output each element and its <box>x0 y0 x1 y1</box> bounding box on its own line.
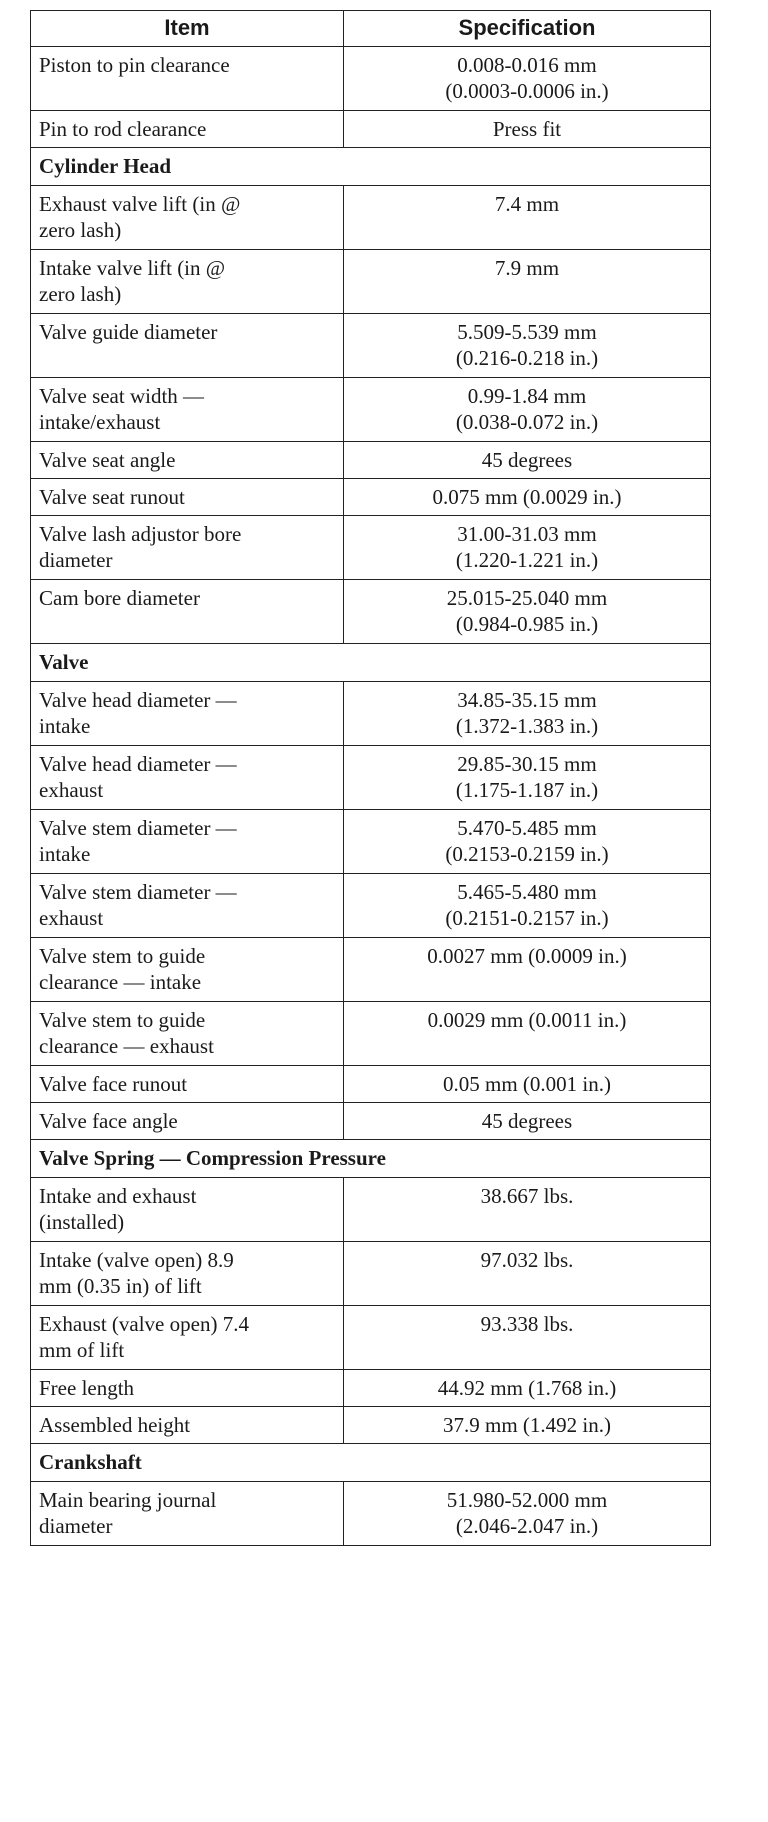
specification-text: 51.980-52.000 mm <box>446 1488 608 1512</box>
specification-cell <box>344 682 711 746</box>
specification-cell <box>344 186 711 250</box>
item-cell <box>31 1306 344 1370</box>
table-row <box>31 1103 711 1140</box>
item-cell <box>31 47 344 111</box>
specification-text: 45 degrees <box>481 1109 573 1133</box>
item-text: Valve seat runout <box>39 485 185 509</box>
specification-text: Press fit <box>492 117 562 141</box>
table-row <box>31 1178 711 1242</box>
column-header-item: Item <box>31 11 344 47</box>
section-row <box>31 644 711 682</box>
specification-cell <box>344 1370 711 1407</box>
item-text: Assembled height <box>39 1413 191 1437</box>
specification-cell <box>344 1407 711 1444</box>
specification-cell <box>344 442 711 479</box>
table-row <box>31 746 711 810</box>
specification-text: 5.465-5.480 mm <box>457 880 597 904</box>
item-text: Exhaust valve lift (in @ <box>39 192 241 216</box>
section-heading: Valve Spring — Compression Pressure <box>31 1140 711 1178</box>
specification-cell <box>344 378 711 442</box>
specification-text: (0.984-0.985 in.) <box>455 612 599 636</box>
specification-text: 37.9 mm (1.492 in.) <box>443 1413 611 1437</box>
item-text: Valve head diameter — <box>39 688 237 712</box>
item-text: Valve stem to guide <box>39 1008 206 1032</box>
item-cell <box>31 442 344 479</box>
table-row <box>31 1242 711 1306</box>
specification-text: (0.0003-0.0006 in.) <box>445 79 609 103</box>
item-cell <box>31 580 344 644</box>
specification-cell <box>344 1482 711 1546</box>
specification-text: 5.470-5.485 mm <box>457 816 597 840</box>
specification-text: (1.175-1.187 in.) <box>455 778 599 802</box>
specification-cell <box>344 810 711 874</box>
specification-cell <box>344 1002 711 1066</box>
item-text: Valve head diameter — <box>39 752 237 776</box>
column-header-specification: Specification <box>344 11 711 47</box>
item-cell <box>31 186 344 250</box>
header-row <box>31 11 711 47</box>
item-cell <box>31 479 344 516</box>
specification-cell <box>344 1242 711 1306</box>
specification-text: (0.2153-0.2159 in.) <box>445 842 609 866</box>
specification-text: 44.92 mm (1.768 in.) <box>437 1376 617 1400</box>
item-text: Valve lash adjustor bore <box>39 522 242 546</box>
specification-cell <box>344 1103 711 1140</box>
item-text: Valve face runout <box>39 1072 188 1096</box>
item-text: intake <box>39 714 91 738</box>
specification-text: 29.85-30.15 mm <box>457 752 597 776</box>
specification-text: 97.032 lbs. <box>480 1248 574 1272</box>
item-text: mm (0.35 in) of lift <box>39 1274 202 1298</box>
specification-text: 7.4 mm <box>494 192 560 216</box>
table-row <box>31 874 711 938</box>
table-row <box>31 1482 711 1546</box>
specification-text: 34.85-35.15 mm <box>457 688 597 712</box>
specification-cell <box>344 580 711 644</box>
item-text: clearance — intake <box>39 970 202 994</box>
section-heading: Crankshaft <box>31 1444 711 1482</box>
item-cell <box>31 874 344 938</box>
table-row <box>31 1066 711 1103</box>
specification-cell <box>344 250 711 314</box>
specification-text: 45 degrees <box>481 448 573 472</box>
item-text: intake <box>39 842 91 866</box>
specification-text: 7.9 mm <box>494 256 560 280</box>
item-text: Valve face angle <box>39 1109 178 1133</box>
specification-cell <box>344 111 711 148</box>
table-row <box>31 1002 711 1066</box>
section-row <box>31 1444 711 1482</box>
specification-cell <box>344 746 711 810</box>
item-text: clearance — exhaust <box>39 1034 214 1058</box>
item-cell <box>31 378 344 442</box>
item-cell <box>31 938 344 1002</box>
specification-cell <box>344 1306 711 1370</box>
item-cell <box>31 111 344 148</box>
table-row <box>31 479 711 516</box>
section-heading: Valve <box>31 644 711 682</box>
table-row <box>31 810 711 874</box>
item-text: Pin to rod clearance <box>39 117 207 141</box>
table-row <box>31 314 711 378</box>
specification-text: 0.075 mm (0.0029 in.) <box>432 485 622 509</box>
specification-text: 0.0027 mm (0.0009 in.) <box>427 944 627 968</box>
item-cell <box>31 1370 344 1407</box>
specification-text: (1.220-1.221 in.) <box>455 548 599 572</box>
specification-cell <box>344 1178 711 1242</box>
specification-cell <box>344 874 711 938</box>
specification-text: 0.0029 mm (0.0011 in.) <box>427 1008 627 1032</box>
specification-text: (0.2151-0.2157 in.) <box>445 906 609 930</box>
table-row <box>31 111 711 148</box>
item-cell <box>31 1482 344 1546</box>
specification-text: 93.338 lbs. <box>480 1312 574 1336</box>
item-cell <box>31 810 344 874</box>
specification-text: (0.038-0.072 in.) <box>455 410 599 434</box>
item-cell <box>31 516 344 580</box>
table-row <box>31 1407 711 1444</box>
specification-text: (1.372-1.383 in.) <box>455 714 599 738</box>
item-text: Intake valve lift (in @ <box>39 256 226 280</box>
item-cell <box>31 1242 344 1306</box>
specification-cell <box>344 938 711 1002</box>
table-row <box>31 938 711 1002</box>
item-text: Valve seat angle <box>39 448 176 472</box>
section-heading: Cylinder Head <box>31 148 711 186</box>
specification-cell <box>344 516 711 580</box>
specification-text: 0.008-0.016 mm <box>457 53 597 77</box>
item-text: Valve stem to guide <box>39 944 206 968</box>
specification-text: 0.05 mm (0.001 in.) <box>443 1072 611 1096</box>
specification-cell <box>344 314 711 378</box>
item-text: mm of lift <box>39 1338 125 1362</box>
item-cell <box>31 1002 344 1066</box>
specification-table <box>30 10 711 1546</box>
specification-text: (0.216-0.218 in.) <box>455 346 599 370</box>
table-row <box>31 580 711 644</box>
table-row <box>31 186 711 250</box>
table-row <box>31 250 711 314</box>
item-cell <box>31 250 344 314</box>
item-text: Exhaust (valve open) 7.4 <box>39 1312 249 1336</box>
specification-cell <box>344 1066 711 1103</box>
item-cell <box>31 746 344 810</box>
specification-text: 31.00-31.03 mm <box>457 522 597 546</box>
item-text: exhaust <box>39 906 104 930</box>
specification-text: 0.99-1.84 mm <box>467 384 587 408</box>
specification-text: 38.667 lbs. <box>480 1184 574 1208</box>
section-row <box>31 148 711 186</box>
item-text: (installed) <box>39 1210 125 1234</box>
specification-text: 5.509-5.539 mm <box>457 320 597 344</box>
item-cell <box>31 1103 344 1140</box>
item-text: exhaust <box>39 778 104 802</box>
table-row <box>31 516 711 580</box>
table-row <box>31 442 711 479</box>
table-row <box>31 47 711 111</box>
item-text: Intake (valve open) 8.9 <box>39 1248 234 1272</box>
item-cell <box>31 1178 344 1242</box>
item-text: zero lash) <box>39 282 122 306</box>
table-row <box>31 1370 711 1407</box>
item-text: Free length <box>39 1376 135 1400</box>
item-text: Cam bore diameter <box>39 586 200 610</box>
item-text: diameter <box>39 1514 113 1538</box>
specification-text: 25.015-25.040 mm <box>446 586 608 610</box>
table-row <box>31 1306 711 1370</box>
item-text: Valve stem diameter — <box>39 816 237 840</box>
specification-text: (2.046-2.047 in.) <box>455 1514 599 1538</box>
item-cell <box>31 314 344 378</box>
item-text: Valve guide diameter <box>39 320 218 344</box>
item-text: intake/exhaust <box>39 410 161 434</box>
item-text: Main bearing journal <box>39 1488 217 1512</box>
item-cell <box>31 1407 344 1444</box>
item-cell <box>31 1066 344 1103</box>
item-text: Intake and exhaust <box>39 1184 197 1208</box>
table-body <box>31 47 711 1546</box>
table-row <box>31 378 711 442</box>
item-cell <box>31 682 344 746</box>
specification-cell <box>344 479 711 516</box>
section-row <box>31 1140 711 1178</box>
item-text: Valve seat width — <box>39 384 205 408</box>
item-text: Valve stem diameter — <box>39 880 237 904</box>
item-text: Piston to pin clearance <box>39 53 230 77</box>
table-row <box>31 682 711 746</box>
specification-cell <box>344 47 711 111</box>
item-text: diameter <box>39 548 113 572</box>
item-text: zero lash) <box>39 218 122 242</box>
